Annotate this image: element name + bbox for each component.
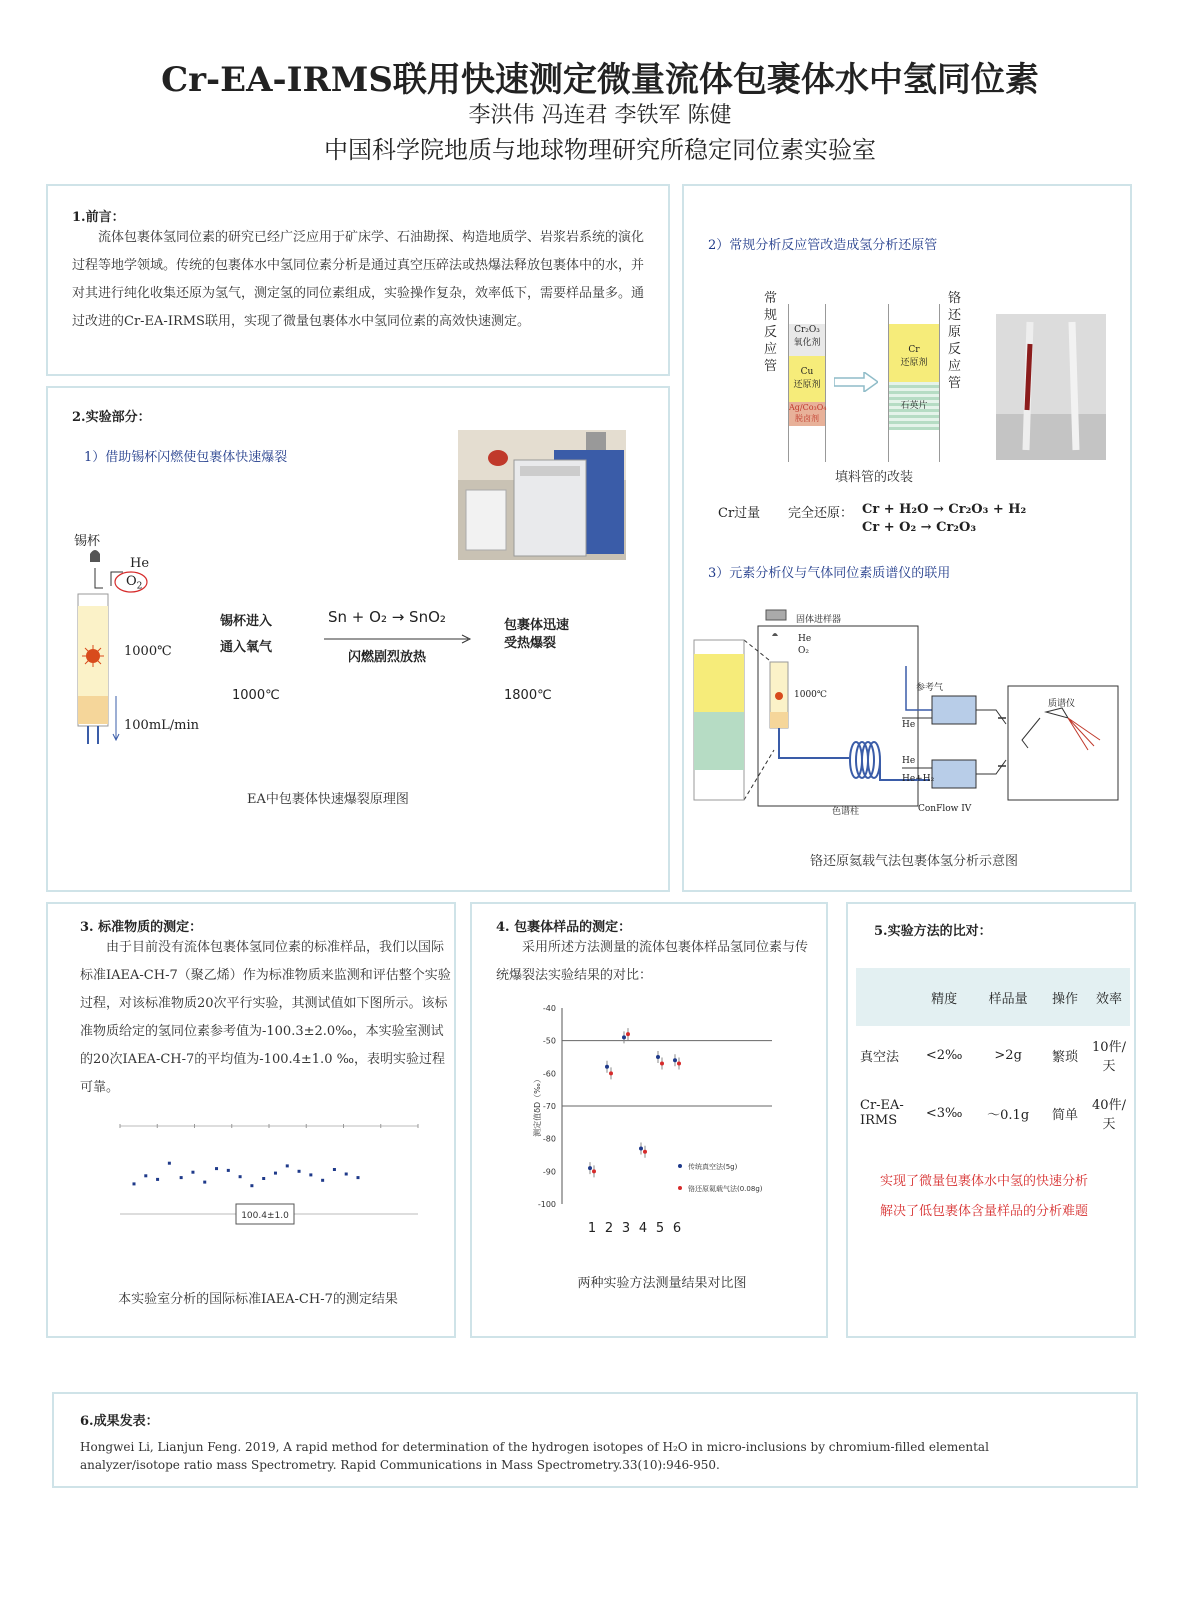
experiment-caption: EA中包裹体快速爆裂原理图	[247, 792, 409, 807]
x-tick-label: 6	[672, 1221, 682, 1236]
data-point	[639, 1146, 643, 1150]
methods-table	[856, 968, 1130, 1142]
y-tick-label: -80	[542, 1134, 556, 1144]
reactor-sub3: 3）元素分析仪与气体同位素质谱仪的联用	[708, 566, 951, 581]
layer-cu	[789, 356, 825, 402]
reactor-tubes-photo	[996, 314, 1106, 460]
data-point	[309, 1173, 312, 1176]
table-cell: 40件/天	[1092, 1098, 1126, 1132]
layer-cr-a: Cr	[908, 345, 920, 355]
poster-title: Cr-EA-IRMS联用快速测定微量流体包裹体水中氢同位素	[161, 60, 1039, 100]
samples-caption: 两种实验方法测量结果对比图	[577, 1276, 747, 1291]
coupling-schematic	[690, 600, 1126, 836]
data-point	[333, 1168, 336, 1171]
ref-gas-label: 参考气	[916, 683, 944, 693]
coupling-caption: 铬还原氦载气法包裹体氢分析示意图	[809, 854, 1018, 869]
table-header-cell: 样品量	[988, 991, 1028, 1007]
legend-label: 传统真空法(5g)	[688, 1163, 738, 1171]
step2-text-b: 受热爆裂	[504, 636, 557, 651]
layer-ag	[789, 402, 825, 426]
y-tick-label: -60	[542, 1069, 556, 1079]
gc-coil	[850, 742, 880, 778]
data-point	[133, 1182, 136, 1185]
data-point	[673, 1058, 677, 1062]
table-row	[856, 1026, 1130, 1084]
data-point	[262, 1177, 265, 1180]
data-point	[203, 1181, 206, 1184]
combustion-temp: 1000℃	[794, 690, 827, 700]
table-cell: 繁琐	[1051, 1049, 1078, 1065]
layer-cr2o3-a: Cr₂O₃	[794, 325, 820, 335]
standard-body: 由于目前没有流体包裹体氢同位素的标准样品，我们以国际标准IAEA-CH-7（聚乙烯）作为标准物质来监测和评估整个实验过程，对该标准物质20次平行实验，其测试值如下图所示。该标准物质给定的氢同位素参考值为-100.3±2.0‰，本实验室测试的20次IAEA-CH-7的平均值为-100.4±1.0 ‰，表明实验过程可靠。	[80, 940, 451, 1095]
data-point	[609, 1071, 613, 1075]
x-tick-label: 3	[621, 1221, 631, 1236]
annotation-label: 100.4±1.0	[241, 1211, 289, 1221]
data-point	[660, 1062, 664, 1066]
layer-quartz: 石英片	[889, 382, 939, 430]
step1-text-b: 通入氧气	[220, 640, 273, 655]
methods-panel	[846, 902, 1136, 1338]
table-header-cell	[856, 968, 914, 1026]
methods-title: 5.实验方法的比对：	[874, 924, 992, 939]
data-point	[274, 1172, 277, 1175]
experiment-sub1: 1）借助锡杯闪燃使包裹体快速爆裂	[84, 450, 288, 465]
data-point	[592, 1169, 596, 1173]
reaction-note: 闪燃剧烈放热	[348, 650, 427, 665]
y-tick-label: -40	[542, 1004, 556, 1013]
temp-1800: 1800℃	[504, 688, 552, 703]
data-point	[656, 1055, 660, 1059]
legend-label: 铬还原氦载气法(0.08g)	[688, 1185, 763, 1193]
he-sample-label: He	[902, 756, 916, 766]
o2-label	[126, 574, 142, 592]
data-point	[298, 1170, 301, 1173]
standard-caption: 本实验室分析的国际标准IAEA-CH-7的测定结果	[118, 1292, 398, 1307]
standard-title: 3. 标准物质的测定：	[80, 920, 203, 935]
conclusion-2: 解决了低包裹体含量样品的分析难题	[880, 1204, 1089, 1219]
cr-excess: Cr过量	[718, 506, 761, 521]
samples-title: 4. 包裹体样品的测定：	[496, 920, 632, 935]
standard-chart	[108, 1104, 428, 1244]
table-cell: 10件/天	[1092, 1040, 1126, 1074]
conventional-tube	[788, 304, 826, 462]
layer-cr	[889, 324, 939, 382]
data-point	[156, 1178, 159, 1181]
column-label: 色谱柱	[832, 807, 860, 817]
intro-body: 流体包裹体氢同位素的研究已经广泛应用于矿床学、石油勘探、构造地质学、岩浆岩系统的演化过程等地学领域。传统的包裹体水中氢同位素分析是通过真空压碎法或热爆法释放包裹体中的水，并对其进行纯化收集还原为氢气，测定氢的同位素组成，实验操作复杂，效率低下，需要样品量多。通过改进的Cr-EA-IRMS联用，实现了微量包裹体水中氢同位素的高效快速测定。	[72, 230, 645, 329]
layer-cu-b: 还原剂	[793, 380, 821, 390]
y-tick-label: -70	[542, 1102, 556, 1111]
data-point	[239, 1175, 242, 1178]
conventional-tube-label: 常规反应管	[764, 291, 778, 374]
tin-cup-label: 锡杯	[74, 534, 101, 549]
he-label: He	[130, 556, 150, 571]
step2-text-a: 包裹体迅速	[504, 618, 570, 633]
packing-caption: 填料管的改装	[834, 470, 913, 485]
chromium-tube	[888, 304, 940, 462]
comparison-chart	[532, 1000, 812, 1250]
x-tick-label: 4	[638, 1221, 648, 1236]
data-point	[168, 1162, 171, 1165]
samples-body: 采用所述方法测量的流体包裹体样品氢同位素与传统爆裂法实验结果的对比：	[496, 940, 809, 983]
reaction-equation: Sn + O₂ → SnO₂	[328, 608, 446, 626]
o2-subscript: 2	[136, 581, 143, 592]
conclusion-1: 实现了微量包裹体水中氢的快速分析	[880, 1174, 1089, 1189]
publication-title: 6.成果发表：	[80, 1414, 159, 1429]
conversion-arrow	[834, 372, 878, 392]
furnace-temp: 1000℃	[124, 644, 172, 659]
samples-panel	[470, 902, 828, 1338]
authors: 李洪伟 冯连君 李铁军 陈健	[468, 103, 732, 128]
he-in-label: He	[798, 634, 812, 644]
data-point	[357, 1176, 360, 1179]
y-tick-label: -50	[542, 1036, 556, 1046]
data-point	[588, 1166, 592, 1170]
data-point	[144, 1174, 147, 1177]
data-point	[605, 1065, 609, 1069]
y-axis-label: 测定值δD（‰）	[533, 1075, 542, 1137]
table-cell: ～0.1g	[987, 1107, 1030, 1123]
o2-in-label: O₂	[798, 646, 809, 656]
temp-1000: 1000℃	[232, 688, 280, 703]
experiment-panel	[46, 386, 670, 892]
table-header-cell: 操作	[1051, 991, 1078, 1007]
table-header-cell: 精度	[931, 991, 958, 1007]
autosampler-label: 固体进样器	[796, 615, 842, 625]
he-h2-label: He+H₂	[902, 774, 935, 784]
publication-panel	[52, 1392, 1138, 1488]
x-tick-label: 1	[587, 1221, 597, 1236]
citation: Hongwei Li, Lianjun Feng. 2019, A rapid method for determination of the hydrogen isotopes of H₂O in micro-inclusions by chromium-filled elemental analyzer/isotope ratio mass Spectrometry. Rapid Communications in Mass Spectrometry.33(10):946-950.	[80, 1440, 989, 1472]
data-point	[227, 1169, 230, 1172]
y-tick-label: -90	[542, 1167, 556, 1177]
data-point	[191, 1171, 194, 1174]
layer-ag-b: 脱卤剂	[795, 414, 819, 423]
layer-ag-a: Ag/Co₃O₄	[789, 403, 827, 412]
reaction-arrow	[324, 634, 474, 644]
equation-1: Cr + H₂O → Cr₂O₃ + H₂	[862, 502, 1027, 517]
x-tick-label: 2	[604, 1221, 614, 1236]
data-point	[180, 1176, 183, 1179]
chromium-tube-label: 铬还原反应管	[948, 291, 962, 391]
he-ref-label: He	[902, 720, 916, 730]
reactor-panel	[682, 184, 1132, 892]
data-point	[286, 1164, 289, 1167]
layer-cr2o3-b: 氧化剂	[793, 338, 821, 348]
table-cell: Cr-EA-IRMS	[860, 1098, 904, 1128]
table-header-cell: 效率	[1095, 991, 1122, 1007]
flow-rate: 100mL/min	[124, 718, 200, 733]
table-row	[856, 1084, 1130, 1142]
x-tick-label: 5	[655, 1221, 665, 1236]
table-cell: 简单	[1051, 1107, 1078, 1123]
intro-title: 1.前言：	[72, 210, 125, 225]
data-point	[677, 1062, 681, 1066]
ea-instrument-photo	[458, 430, 626, 560]
table-cell: 真空法	[860, 1049, 900, 1065]
intro-panel	[46, 184, 670, 376]
experiment-title: 2.实验部分：	[72, 410, 151, 425]
legend-marker	[678, 1186, 682, 1190]
o2-text: O	[126, 574, 137, 589]
complete-reduction-label: 完全还原：	[788, 506, 854, 521]
data-point	[345, 1173, 348, 1176]
legend-marker	[678, 1164, 682, 1168]
affiliation: 中国科学院地质与地球物理研究所稳定同位素实验室	[324, 136, 876, 164]
step1-text-a: 锡杯进入	[220, 614, 273, 629]
data-point	[321, 1179, 324, 1182]
layer-cr2o3	[789, 324, 825, 356]
data-point	[250, 1184, 253, 1187]
data-point	[622, 1035, 626, 1039]
table-cell: >2g	[994, 1047, 1022, 1063]
table-cell: <3‰	[925, 1105, 963, 1121]
data-point	[215, 1167, 218, 1170]
layer-cu-a: Cu	[800, 367, 814, 377]
layer-cr-b: 还原剂	[900, 358, 928, 368]
ms-label: 质谱仪	[1048, 699, 1076, 709]
conflow-label: ConFlow IV	[918, 804, 972, 814]
reactor-sub2: 2）常规分析反应管改造成氢分析还原管	[708, 238, 938, 253]
data-point	[626, 1032, 630, 1036]
data-point	[643, 1150, 647, 1154]
standard-panel	[46, 902, 456, 1338]
methods-table-header	[856, 968, 1130, 1026]
equation-2: Cr + O₂ → Cr₂O₃	[862, 520, 977, 535]
y-tick-label: -100	[537, 1200, 556, 1209]
table-cell: <2‰	[925, 1047, 963, 1063]
